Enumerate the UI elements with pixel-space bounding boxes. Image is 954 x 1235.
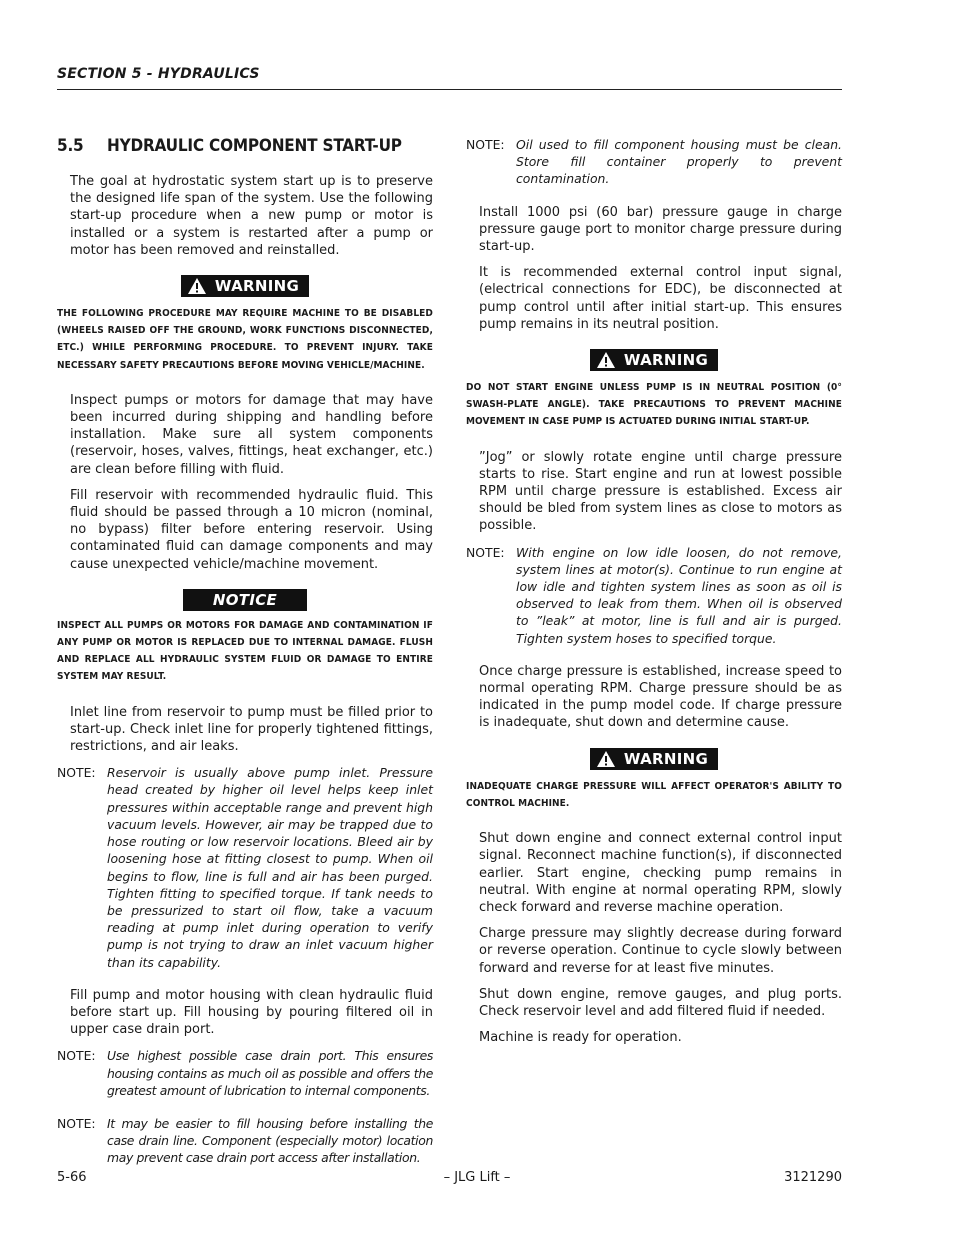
paragraph: Once charge pressure is established, increase speed to normal operating RPM. Charge pressure should be as indicated in the pump model code. If charge pressure is inadequate, shut down and determine cause.: [479, 663, 842, 731]
paragraph: Inspect pumps or motors for damage that may have been incurred during shipping and handling before installation. Make sure all system components (reservoir, hoses, valves, fittings, heat exchanger, etc.) are clean before filling with fluid.: [70, 392, 433, 477]
paragraph: Inlet line from reservoir to pump must be filled prior to start-up. Check inlet line for properly tightened fittings, restrictions, and air leaks.: [70, 704, 433, 755]
paragraph: Install 1000 psi (60 bar) pressure gauge in charge pressure gauge port to monitor charge pressure during start-up.: [479, 204, 842, 255]
warning-triangle-icon: [596, 750, 616, 768]
warning-label: WARNING: [214, 277, 300, 296]
paragraph: The goal at hydrostatic system start up is to preserve the designed life span of the system. Use the following start-up procedure when a new pump or motor is installed or a system is restarted after a pump or motor has been removed and reinstalled.: [70, 174, 433, 258]
header-rule: [57, 89, 842, 90]
warning-text: THE FOLLOWING PROCEDURE MAY REQUIRE MACHINE TO BE DISABLED (WHEELS RAISED OFF THE GROUND, WORK FUNCTIONS DISCONNECTED, ETC.) WHILE PERFORMING PROCEDURE. TO PREVENT INJURY. TAKE NECESSARY SAFETY PRECAUTIONS BEFORE MOVING VEHICLE/MACHINE.: [57, 308, 433, 371]
paragraph: Fill pump and motor housing with clean hydraulic fluid before start up. Fill housing by pouring filtered oil in upper case drain port.: [70, 987, 433, 1038]
warning-triangle-icon: [596, 351, 616, 369]
warning-triangle-icon: [187, 277, 207, 295]
paragraph: Charge pressure may slightly decrease during forward or reverse operation. Continue to cycle slowly between forward and reverse for at least five minutes.: [479, 926, 842, 976]
paragraph: Shut down engine and connect external control input signal. Reconnect machine function(s), if disconnected earlier. Start engine, checking pump remains in neutral. With engine at normal operating RPM, slowly check forward and reverse machine operation.: [479, 831, 842, 915]
warning-text: INADEQUATE CHARGE PRESSURE WILL AFFECT OPERATOR'S ABILITY TO CONTROL MACHINE.: [466, 780, 842, 809]
note-text: Use highest possible case drain port. This ensures housing contains as much oil as possible and offers the greatest amount of lubrication to internal components.: [107, 1048, 433, 1098]
left-column: [57, 132, 433, 1183]
note: [466, 544, 842, 647]
paragraph: Machine is ready for operation.: [479, 1030, 682, 1046]
section-title: [57, 136, 433, 156]
paragraph: It is recommended external control input signal, (electrical connections for EDC), be disconnected at pump control until after initial start-up. This ensures pump remains in its neutral position.: [479, 265, 842, 332]
note: [57, 1115, 433, 1167]
paragraph: Shut down engine, remove gauges, and plug ports. Check reservoir level and add filtered fluid if needed.: [479, 986, 842, 1019]
section-number: 5.5: [57, 136, 84, 156]
warning-banner: [57, 275, 433, 299]
notice-text: INSPECT ALL PUMPS OR MOTORS FOR DAMAGE AND CONTAMINATION IF ANY PUMP OR MOTOR IS REPLACED DUE TO INTERNAL DAMAGE. FLUSH AND REPLACE ALL HYDRAULIC SYSTEM FLUID OR DAMAGE TO ENTIRE SYSTEM MAY RESULT.: [57, 619, 433, 683]
warning-label: WARNING: [623, 749, 709, 768]
warning-banner: [466, 748, 842, 772]
warning-text: DO NOT START ENGINE UNLESS PUMP IS IN NEUTRAL POSITION (0° SWASH-PLATE ANGLE). TAKE PRECAUTIONS TO PREVENT MACHINE MOVEMENT IN CASE PUMP IS ACTUATED DURING INITIAL START-UP.: [466, 382, 842, 428]
section-title-text: HYDRAULIC COMPONENT START-UP: [107, 136, 402, 156]
document-number: 3121290: [784, 1170, 842, 1185]
note-label: NOTE:: [466, 137, 505, 152]
paragraph: ”Jog” or slowly rotate engine until charge pressure starts to rise. Start engine and run at lowest possible RPM until charge pressure is established. Excess air should be bled from system lines as close to motors as possible.: [479, 449, 842, 534]
note-label: NOTE:: [57, 1048, 96, 1064]
footer-publisher: – JLG Lift –: [443, 1170, 511, 1185]
notice-label: NOTICE: [183, 589, 307, 611]
notice-banner: [57, 589, 433, 611]
note: [57, 1047, 433, 1099]
section-header: SECTION 5 - HYDRAULICS: [57, 66, 260, 82]
right-column: [466, 136, 842, 1055]
note-text: Oil used to fill component housing must be clean. Store fill container properly to prevent contamination.: [516, 137, 842, 187]
page-number: 5-66: [57, 1170, 87, 1185]
note: [57, 764, 433, 970]
note-label: NOTE:: [57, 1115, 96, 1131]
note-text: With engine on low idle loosen, do not remove, system lines at motor(s). Continue to run engine at low idle and tighten system lines as soon as oil is observed to leak from them. When oil is observed to ”leak” at motor, line is full and air is purged. Tighten system hoses to specified torque.: [516, 544, 842, 646]
warning-banner: [466, 349, 842, 373]
note: [466, 136, 842, 188]
note-label: NOTE:: [466, 544, 505, 560]
paragraph: Fill reservoir with recommended hydraulic fluid. This fluid should be passed through a 10 micron (nominal, no bypass) filter before entering reservoir. Using contaminated fluid can damage components and may cause unexpected vehicle/machine movement.: [70, 487, 433, 572]
note-text: It may be easier to fill housing before installing the case drain line. Component (especially motor) location may prevent case drain port access after installation.: [107, 1115, 433, 1166]
note-text: Reservoir is usually above pump inlet. Pressure head created by higher oil level helps keep inlet pressures within acceptable range and prevent high vacuum levels. However, air may be trapped due to hose routing or low reservoir locations. Bleed air by loosening hose at fitting closest to pump. When oil begins to flow, line is full and air has been purged. Tighten fitting to specified torque. If tank needs to be pressurized to start oil flow, take a vacuum reading at pump inlet during operation to verify pump is not trying to draw an inlet vacuum higher than its capability.: [107, 765, 433, 970]
warning-label: WARNING: [623, 351, 709, 370]
note-label: NOTE:: [57, 765, 96, 781]
